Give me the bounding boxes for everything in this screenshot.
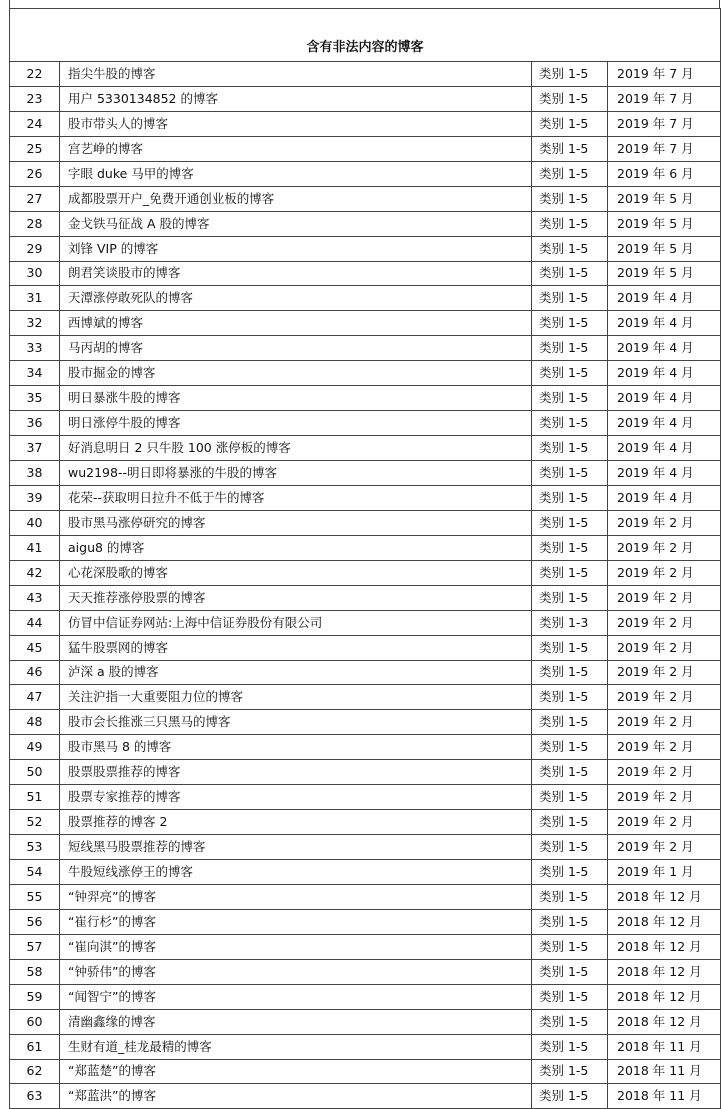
illegal-content-blog-table (9, 8, 721, 1109)
table-row (10, 1084, 721, 1109)
table-row (10, 884, 721, 909)
category: 类别 1-5 (532, 86, 608, 111)
category: 类别 1-5 (532, 510, 608, 535)
row-number: 32 (10, 311, 60, 336)
category: 类别 1-5 (532, 635, 608, 660)
blog-name: 股票专家推荐的博客 (60, 785, 532, 810)
blog-name: 好消息明日 2 只牛股 100 涨停板的博客 (60, 436, 532, 461)
row-number: 24 (10, 111, 60, 136)
table-row (10, 909, 721, 934)
table-row (10, 461, 721, 486)
category: 类别 1-5 (532, 161, 608, 186)
table-row (10, 62, 721, 87)
blog-name: “钟骄伟”的博客 (60, 959, 532, 984)
date: 2019 年 4 月 (608, 336, 721, 361)
category: 类别 1-5 (532, 211, 608, 236)
table-row (10, 236, 721, 261)
category: 类别 1-5 (532, 835, 608, 860)
row-number: 46 (10, 660, 60, 685)
row-number: 49 (10, 735, 60, 760)
date: 2019 年 2 月 (608, 785, 721, 810)
table-title-row (10, 9, 721, 62)
date: 2019 年 2 月 (608, 810, 721, 835)
blog-name: “郑蓝洪”的博客 (60, 1084, 532, 1109)
row-number: 25 (10, 136, 60, 161)
table-top-border-right (719, 0, 720, 8)
blog-name: “崔向淇”的博客 (60, 934, 532, 959)
blog-name: 朗君笑谈股市的博客 (60, 261, 532, 286)
row-number: 57 (10, 934, 60, 959)
blog-name: 股票推荐的博客 2 (60, 810, 532, 835)
table-row (10, 560, 721, 585)
blog-name: 西博斌的博客 (60, 311, 532, 336)
date: 2019 年 2 月 (608, 835, 721, 860)
blog-name: 牛股短线涨停王的博客 (60, 860, 532, 885)
row-number: 54 (10, 860, 60, 885)
row-number: 37 (10, 436, 60, 461)
row-number: 60 (10, 1009, 60, 1034)
date: 2019 年 1 月 (608, 860, 721, 885)
blog-name: 明日涨停牛股的博客 (60, 411, 532, 436)
category: 类别 1-3 (532, 610, 608, 635)
category: 类别 1-5 (532, 461, 608, 486)
blog-name: 天天推荐涨停股票的博客 (60, 585, 532, 610)
table-row (10, 311, 721, 336)
table-row (10, 785, 721, 810)
blog-name: aigu8 的博客 (60, 535, 532, 560)
blog-name: “郑蓝楚”的博客 (60, 1059, 532, 1084)
table-row (10, 161, 721, 186)
category: 类别 1-5 (532, 136, 608, 161)
category: 类别 1-5 (532, 1059, 608, 1084)
date: 2019 年 5 月 (608, 261, 721, 286)
category: 类别 1-5 (532, 984, 608, 1009)
blog-name: 指尖牛股的博客 (60, 62, 532, 87)
table-row (10, 810, 721, 835)
date: 2019 年 4 月 (608, 436, 721, 461)
blog-name: 用户 5330134852 的博客 (60, 86, 532, 111)
blog-name: “钟羿亮”的博客 (60, 884, 532, 909)
row-number: 55 (10, 884, 60, 909)
category: 类别 1-5 (532, 860, 608, 885)
blog-name: 股市黑马涨停研究的博客 (60, 510, 532, 535)
date: 2019 年 6 月 (608, 161, 721, 186)
category: 类别 1-5 (532, 336, 608, 361)
blog-name: 心花深股歌的博客 (60, 560, 532, 585)
date: 2019 年 2 月 (608, 635, 721, 660)
table-row (10, 760, 721, 785)
table-row (10, 211, 721, 236)
category: 类别 1-5 (532, 1034, 608, 1059)
category: 类别 1-5 (532, 785, 608, 810)
table-row (10, 386, 721, 411)
category: 类别 1-5 (532, 685, 608, 710)
blog-name: 股市会长推涨三只黑马的博客 (60, 710, 532, 735)
date: 2019 年 2 月 (608, 710, 721, 735)
category: 类别 1-5 (532, 186, 608, 211)
date: 2019 年 2 月 (608, 510, 721, 535)
category: 类别 1-5 (532, 485, 608, 510)
row-number: 59 (10, 984, 60, 1009)
date: 2019 年 2 月 (608, 685, 721, 710)
row-number: 48 (10, 710, 60, 735)
blog-name: 花荣--获取明日拉升不低于牛的博客 (60, 485, 532, 510)
date: 2019 年 4 月 (608, 411, 721, 436)
category: 类别 1-5 (532, 111, 608, 136)
blog-name: 成都股票开户_免费开通创业板的博客 (60, 186, 532, 211)
table-row (10, 86, 721, 111)
category: 类别 1-5 (532, 236, 608, 261)
row-number: 51 (10, 785, 60, 810)
table-row (10, 361, 721, 386)
date: 2019 年 4 月 (608, 311, 721, 336)
table-row (10, 510, 721, 535)
row-number: 27 (10, 186, 60, 211)
row-number: 29 (10, 236, 60, 261)
table-row (10, 685, 721, 710)
category: 类别 1-5 (532, 760, 608, 785)
date: 2019 年 4 月 (608, 386, 721, 411)
row-number: 31 (10, 286, 60, 311)
table-row (10, 635, 721, 660)
category: 类别 1-5 (532, 959, 608, 984)
date: 2018 年 12 月 (608, 1009, 721, 1034)
row-number: 52 (10, 810, 60, 835)
blog-name: 马丙胡的博客 (60, 336, 532, 361)
category: 类别 1-5 (532, 934, 608, 959)
blog-name: 猛牛股票网的博客 (60, 635, 532, 660)
row-number: 34 (10, 361, 60, 386)
table-row (10, 934, 721, 959)
date: 2019 年 2 月 (608, 610, 721, 635)
row-number: 30 (10, 261, 60, 286)
date: 2019 年 4 月 (608, 461, 721, 486)
date: 2019 年 2 月 (608, 660, 721, 685)
blog-name: 刘锋 VIP 的博客 (60, 236, 532, 261)
row-number: 36 (10, 411, 60, 436)
row-number: 43 (10, 585, 60, 610)
table-top-border-left (9, 0, 10, 8)
date: 2018 年 11 月 (608, 1034, 721, 1059)
blog-name: 短线黑马股票推荐的博客 (60, 835, 532, 860)
blog-name: 生财有道_桂龙最精的博客 (60, 1034, 532, 1059)
blog-name: 泸深 a 股的博客 (60, 660, 532, 685)
date: 2018 年 12 月 (608, 984, 721, 1009)
row-number: 40 (10, 510, 60, 535)
blog-name: 股票股票推荐的博客 (60, 760, 532, 785)
category: 类别 1-5 (532, 1084, 608, 1109)
table-row (10, 835, 721, 860)
row-number: 47 (10, 685, 60, 710)
blog-name: 关注沪指一大重要阻力位的博客 (60, 685, 532, 710)
date: 2019 年 5 月 (608, 186, 721, 211)
date: 2019 年 4 月 (608, 485, 721, 510)
date: 2019 年 2 月 (608, 735, 721, 760)
category: 类别 1-5 (532, 361, 608, 386)
table-row (10, 959, 721, 984)
date: 2018 年 12 月 (608, 909, 721, 934)
row-number: 44 (10, 610, 60, 635)
blog-name: 股市带头人的博客 (60, 111, 532, 136)
category: 类别 1-5 (532, 710, 608, 735)
date: 2018 年 11 月 (608, 1059, 721, 1084)
category: 类别 1-5 (532, 560, 608, 585)
row-number: 23 (10, 86, 60, 111)
row-number: 45 (10, 635, 60, 660)
row-number: 39 (10, 485, 60, 510)
category: 类别 1-5 (532, 884, 608, 909)
date: 2019 年 7 月 (608, 62, 721, 87)
table-row (10, 485, 721, 510)
date: 2018 年 12 月 (608, 884, 721, 909)
row-number: 22 (10, 62, 60, 87)
table-row (10, 286, 721, 311)
row-number: 26 (10, 161, 60, 186)
row-number: 53 (10, 835, 60, 860)
date: 2019 年 2 月 (608, 560, 721, 585)
date: 2019 年 4 月 (608, 361, 721, 386)
table-row (10, 735, 721, 760)
blog-name: 仿冒中信证券网站:上海中信证券股份有限公司 (60, 610, 532, 635)
table-title: 含有非法内容的博客 (10, 9, 721, 62)
table-row (10, 1059, 721, 1084)
row-number: 41 (10, 535, 60, 560)
category: 类别 1-5 (532, 810, 608, 835)
category: 类别 1-5 (532, 411, 608, 436)
date: 2018 年 11 月 (608, 1084, 721, 1109)
blog-name: wu2198--明日即将暴涨的牛股的博客 (60, 461, 532, 486)
blog-name: 股市掘金的博客 (60, 361, 532, 386)
row-number: 58 (10, 959, 60, 984)
row-number: 50 (10, 760, 60, 785)
blog-name: 股市黑马 8 的博客 (60, 735, 532, 760)
category: 类别 1-5 (532, 660, 608, 685)
blog-name: 字眼 duke 马甲的博客 (60, 161, 532, 186)
date: 2019 年 2 月 (608, 585, 721, 610)
table-row (10, 585, 721, 610)
table-row (10, 436, 721, 461)
category: 类别 1-5 (532, 261, 608, 286)
date: 2019 年 5 月 (608, 211, 721, 236)
date: 2019 年 2 月 (608, 760, 721, 785)
blog-name: “闻智宁”的博客 (60, 984, 532, 1009)
category: 类别 1-5 (532, 735, 608, 760)
category: 类别 1-5 (532, 286, 608, 311)
row-number: 63 (10, 1084, 60, 1109)
table-row (10, 261, 721, 286)
category: 类别 1-5 (532, 1009, 608, 1034)
category: 类别 1-5 (532, 311, 608, 336)
blog-name: 明日暴涨牛股的博客 (60, 386, 532, 411)
table-row (10, 336, 721, 361)
row-number: 56 (10, 909, 60, 934)
table-row (10, 1009, 721, 1034)
table-row (10, 610, 721, 635)
row-number: 42 (10, 560, 60, 585)
table-row (10, 111, 721, 136)
blog-name: 天潭涨停敢死队的博客 (60, 286, 532, 311)
blog-name: 金戈铁马征战 A 股的博客 (60, 211, 532, 236)
category: 类别 1-5 (532, 585, 608, 610)
table-row (10, 1034, 721, 1059)
date: 2019 年 7 月 (608, 136, 721, 161)
row-number: 61 (10, 1034, 60, 1059)
row-number: 33 (10, 336, 60, 361)
date: 2019 年 7 月 (608, 86, 721, 111)
table-row (10, 411, 721, 436)
table-row (10, 660, 721, 685)
category: 类别 1-5 (532, 909, 608, 934)
row-number: 38 (10, 461, 60, 486)
category: 类别 1-5 (532, 62, 608, 87)
table-row (10, 535, 721, 560)
blog-name: 清幽鑫缘的博客 (60, 1009, 532, 1034)
date: 2018 年 12 月 (608, 934, 721, 959)
blog-name: 宫艺峥的博客 (60, 136, 532, 161)
row-number: 62 (10, 1059, 60, 1084)
row-number: 35 (10, 386, 60, 411)
date: 2019 年 4 月 (608, 286, 721, 311)
category: 类别 1-5 (532, 436, 608, 461)
table-row (10, 186, 721, 211)
date: 2019 年 2 月 (608, 535, 721, 560)
category: 类别 1-5 (532, 535, 608, 560)
blog-name: “崔行杉”的博客 (60, 909, 532, 934)
table-row (10, 984, 721, 1009)
date: 2019 年 7 月 (608, 111, 721, 136)
table-row (10, 710, 721, 735)
row-number: 28 (10, 211, 60, 236)
date: 2019 年 5 月 (608, 236, 721, 261)
table-row (10, 136, 721, 161)
date: 2018 年 12 月 (608, 959, 721, 984)
table-row (10, 860, 721, 885)
category: 类别 1-5 (532, 386, 608, 411)
